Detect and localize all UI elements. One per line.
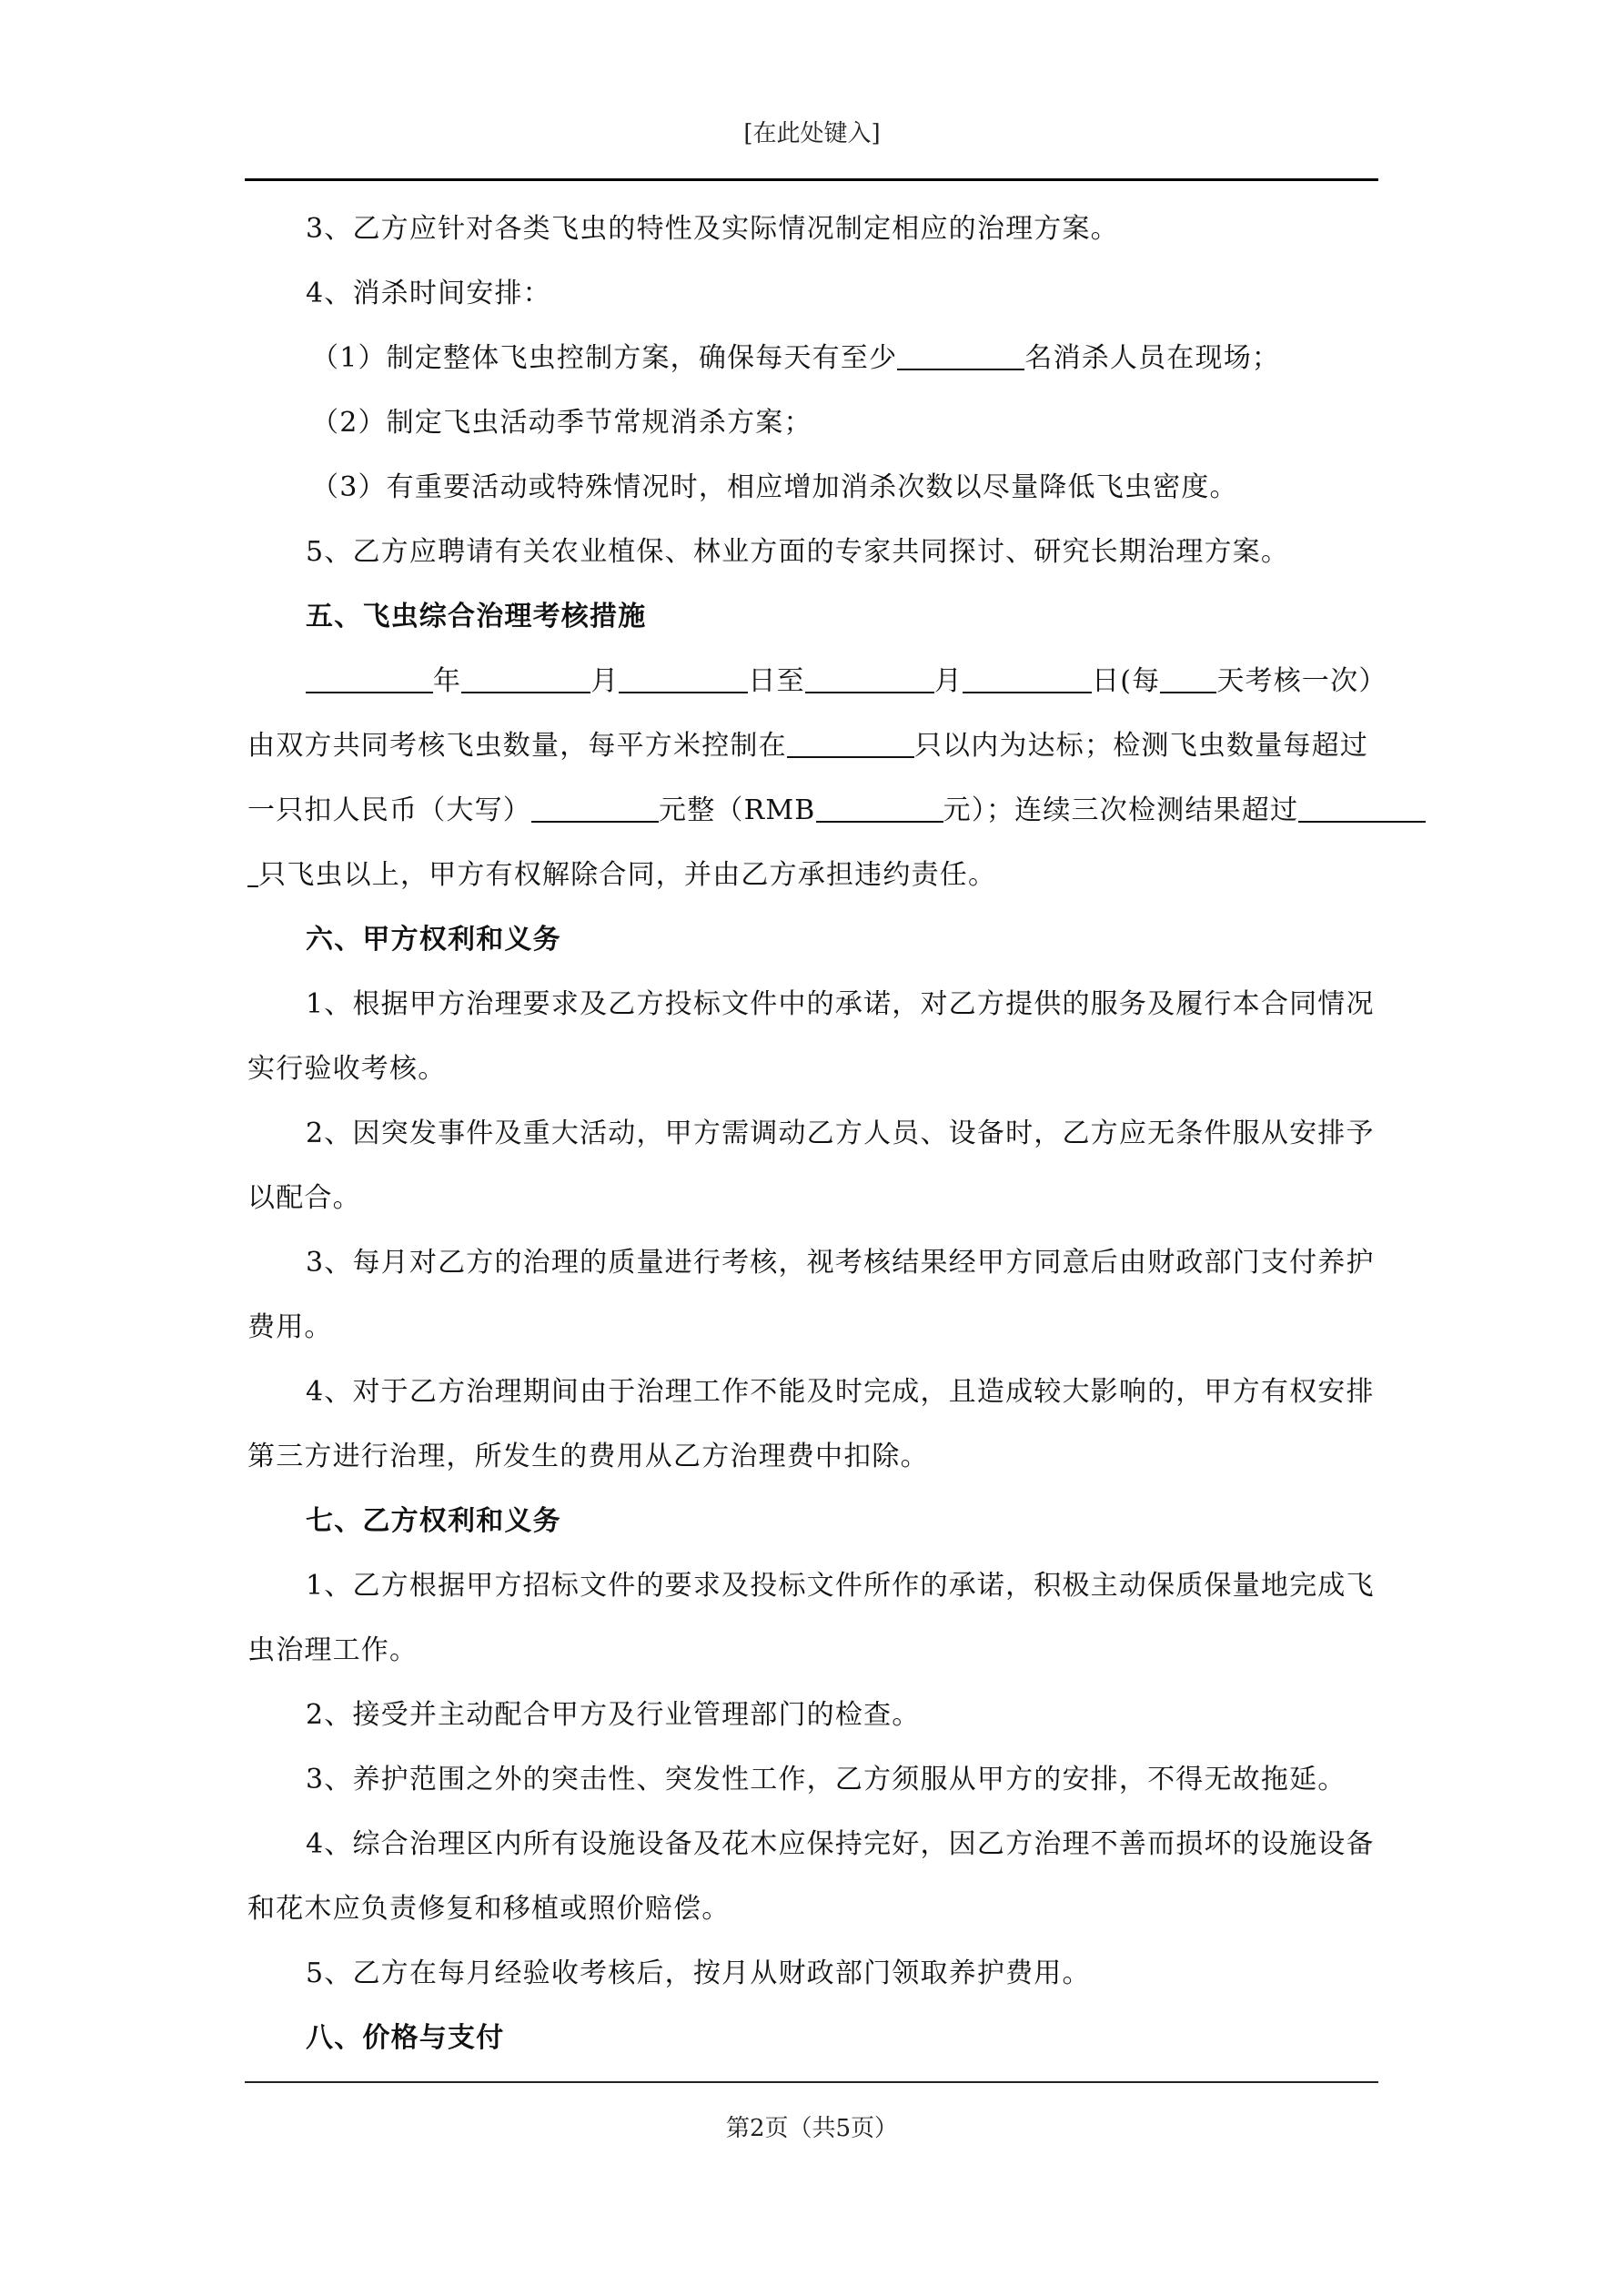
text-run: 天考核一次） xyxy=(1216,665,1387,697)
section-heading-6: 六、甲方权利和义务 xyxy=(306,924,561,956)
paragraph: 费用。 xyxy=(247,1311,333,1343)
paragraph: 5、乙方应聘请有关农业植保、林业方面的专家共同探讨、研究长期治理方案。 xyxy=(306,536,1290,568)
paragraph: （3）有重要活动或特殊情况时，相应增加消杀次数以尽量降低飞虫密度。 xyxy=(311,471,1238,503)
fill-in-blank-insects-per-sqm[interactable] xyxy=(787,731,914,758)
text-run: 月 xyxy=(933,665,963,697)
fill-in-blank-excess-count-continued[interactable] xyxy=(247,860,258,887)
text-run: 一只扣人民币（大写） xyxy=(247,794,531,826)
fill-in-blank-day-end[interactable] xyxy=(963,666,1092,693)
paragraph: 3、每月对乙方的治理的质量进行考核，视考核结果经甲方同意后由财政部门支付养护 xyxy=(306,1247,1375,1279)
paragraph: 以配合。 xyxy=(247,1182,361,1214)
page-header: [在此处键入] xyxy=(743,120,881,147)
paragraph: 3、养护范围之外的突击性、突发性工作，乙方须服从甲方的安排，不得无故拖延。 xyxy=(306,1764,1347,1795)
paragraph: 和花木应负责修复和移植或照价赔偿。 xyxy=(247,1893,731,1925)
fill-in-blank-interval-days[interactable] xyxy=(1160,666,1216,693)
section-heading-7: 七、乙方权利和义务 xyxy=(306,1505,561,1537)
text-run: 日(每 xyxy=(1092,665,1161,697)
paragraph: 虫治理工作。 xyxy=(247,1634,419,1666)
fill-in-blank-penalty-rmb[interactable] xyxy=(816,795,943,823)
text-run: 元）；连续三次检测结果超过 xyxy=(943,794,1299,826)
text-run: 由双方共同考核飞虫数量，每平方米控制在 xyxy=(247,730,787,762)
paragraph: （2）制定飞虫活动季节常规消杀方案； xyxy=(311,407,812,439)
section-heading-5: 五、飞虫综合治理考核措施 xyxy=(306,601,647,632)
paragraph: 4、综合治理区内所有设施设备及花木应保持完好，因乙方治理不善而损坏的设施设备 xyxy=(306,1828,1375,1860)
page-number: 第2页（共5页） xyxy=(725,2115,899,2142)
fill-in-blank-month-start[interactable] xyxy=(461,666,590,693)
paragraph xyxy=(247,728,1368,764)
fill-in-blank-day-start[interactable] xyxy=(619,666,748,693)
text-run: 只飞虫以上，甲方有权解除合同，并由乙方承担违约责任。 xyxy=(258,859,997,891)
text-run: 日至 xyxy=(748,665,805,697)
text-run: 月 xyxy=(590,665,620,697)
paragraph xyxy=(247,857,996,894)
header-divider xyxy=(245,178,1378,181)
text-run: （1）制定整体飞虫控制方案，确保每天有至少 xyxy=(311,342,898,374)
paragraph: 1、乙方根据甲方招标文件的要求及投标文件所作的承诺，积极主动保质保量地完成飞 xyxy=(306,1570,1375,1602)
section-heading-8: 八、价格与支付 xyxy=(306,2022,505,2054)
fill-in-blank-penalty-words[interactable] xyxy=(531,795,659,823)
fill-in-blank-month-end[interactable] xyxy=(805,666,934,693)
paragraph: 1、根据甲方治理要求及乙方投标文件中的承诺，对乙方提供的服务及履行本合同情况 xyxy=(306,988,1375,1020)
paragraph-date-range xyxy=(306,663,1387,700)
fill-in-blank-staff-count[interactable] xyxy=(897,343,1024,370)
fill-in-blank-year[interactable] xyxy=(306,666,433,693)
paragraph: 2、接受并主动配合甲方及行业管理部门的检查。 xyxy=(306,1699,921,1731)
paragraph: 第三方进行治理，所发生的费用从乙方治理费中扣除。 xyxy=(247,1441,929,1472)
text-run: 名消杀人员在现场； xyxy=(1024,342,1281,374)
paragraph xyxy=(311,340,1280,377)
text-run: 只以内为达标；检测飞虫数量每超过 xyxy=(913,730,1369,762)
paragraph: 4、对于乙方治理期间由于治理工作不能及时完成，且造成较大影响的，甲方有权安排 xyxy=(306,1376,1375,1408)
fill-in-blank-excess-count[interactable] xyxy=(1298,795,1426,823)
footer-divider xyxy=(245,2081,1378,2083)
paragraph: 4、消杀时间安排： xyxy=(306,278,551,309)
text-run: 年 xyxy=(433,665,462,697)
paragraph: 2、因突发事件及重大活动，甲方需调动乙方人员、设备时，乙方应无条件服从安排予 xyxy=(306,1118,1375,1149)
paragraph: 5、乙方在每月经验收考核后，按月从财政部门领取养护费用。 xyxy=(306,1957,1091,1989)
text-run: 元整（RMB xyxy=(659,794,816,826)
paragraph xyxy=(247,793,1426,829)
paragraph: 实行验收考核。 xyxy=(247,1053,447,1085)
paragraph: 3、乙方应针对各类飞虫的特性及实际情况制定相应的治理方案。 xyxy=(306,213,1119,245)
